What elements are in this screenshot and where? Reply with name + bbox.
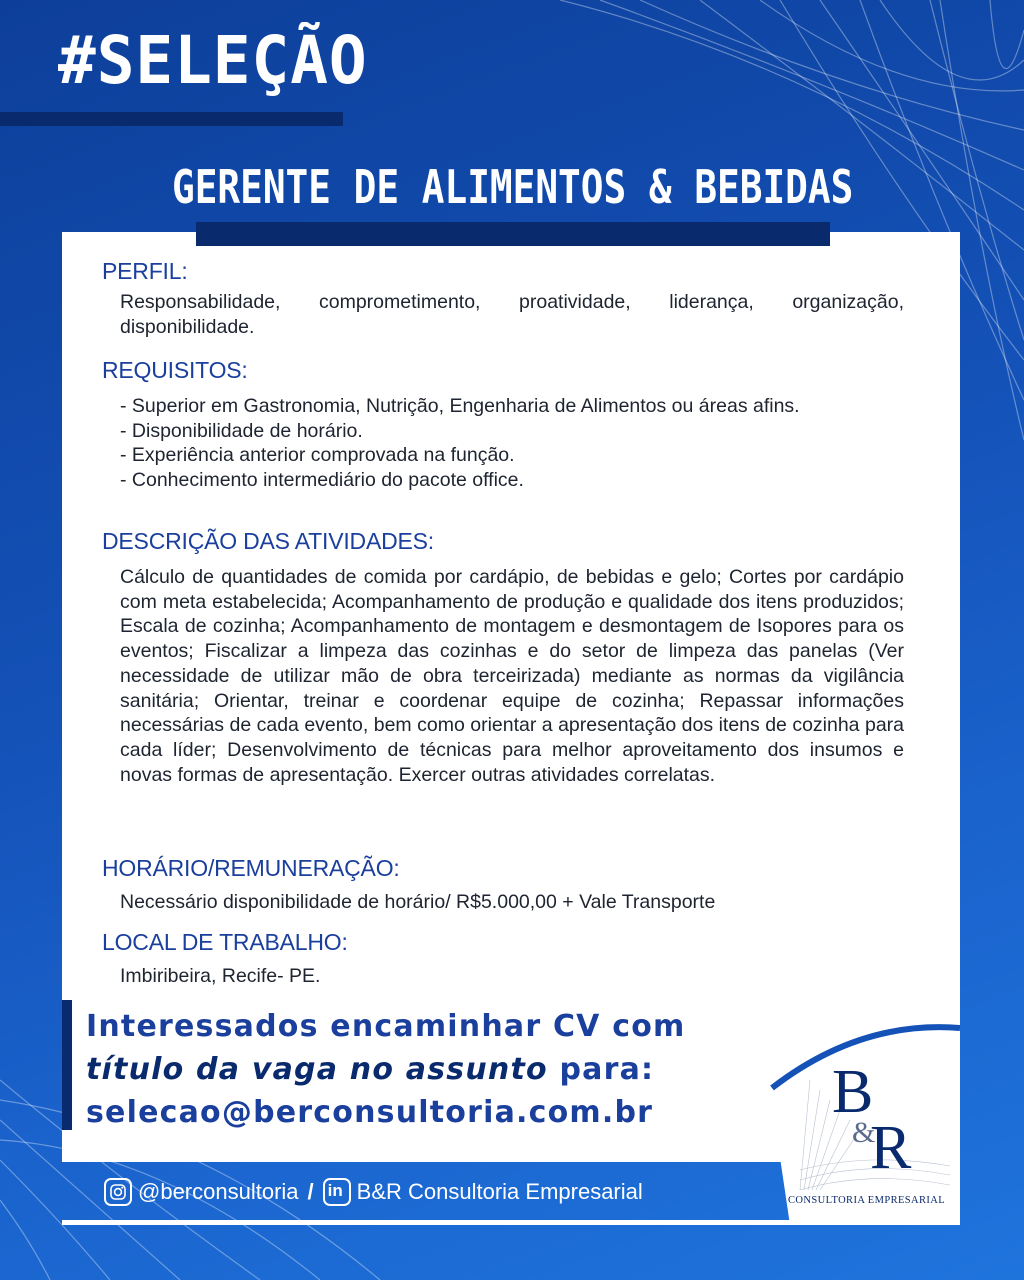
company-logo xyxy=(770,1020,960,1225)
hashtag-title: #SELEÇÃO xyxy=(58,22,368,99)
perfil-text: Responsabilidade, comprometimento, proatividade, liderança, organização, disponibilidade. xyxy=(120,291,904,338)
cta-emphasis: título da vaga no assunto xyxy=(86,1052,548,1087)
social-links xyxy=(104,1178,643,1206)
call-to-action xyxy=(86,1005,686,1134)
logo-ampersand: & xyxy=(852,1116,876,1149)
cta-line-1: Interessados encaminhar CV com xyxy=(86,1009,686,1044)
cta-line-2-rest: para: xyxy=(547,1052,655,1087)
contact-email-link[interactable]: selecao@berconsultoria.com.br xyxy=(86,1095,654,1130)
hashtag-underline-bar xyxy=(0,112,343,126)
logo-letter-b: B xyxy=(832,1058,874,1126)
section-heading-horario: HORÁRIO/REMUNERAÇÃO: xyxy=(102,855,400,881)
list-item: - Superior em Gastronomia, Nutrição, Engenharia de Alimentos ou áreas afins. xyxy=(120,395,800,417)
descricao-text: Cálculo de quantidades de comida por cardápio, de bebidas e gelo; Cortes por cardápio com meta estabelecida; Acompanhamento de produção e qualidade dos itens produzidos; Escala de cozinha; Acompanhamento de montagem e desmontagem de Isopores para os eventos; Fiscalizar a limpeza das cozinhas e do setor de limpeza das panelas (Ver necessidade de utilizar mão de obra terceirizada) mediante as normas da vigilância sanitária; Orientar, treinar e coordenar equipe de cozinha; Repassar informações necessárias de cada evento, bem como orientar a apresentação dos itens de cozinha para cada líder; Desenvolvimento de técnicas para melhor aproveitamento dos insumos e novas formas de apresentação. Exercer outras atividades correlatas. xyxy=(120,566,904,786)
cta-line-2 xyxy=(86,1048,686,1091)
linkedin-name[interactable]: B&R Consultoria Empresarial xyxy=(356,1179,643,1204)
list-item: - Disponibilidade de horário. xyxy=(120,419,363,442)
local-text: Imbiribeira, Recife- PE. xyxy=(120,965,321,987)
bottom-divider xyxy=(62,1220,960,1225)
instagram-icon[interactable] xyxy=(104,1178,132,1206)
section-heading-perfil: PERFIL: xyxy=(102,258,188,284)
linkedin-icon-label: in xyxy=(327,1181,343,1200)
cta-accent-bar xyxy=(62,1000,72,1130)
job-title-underline-bar xyxy=(196,222,830,246)
list-item: - Experiência anterior comprovada na função. xyxy=(120,444,515,467)
linkedin-icon[interactable] xyxy=(323,1178,351,1206)
horario-text: Necessário disponibilidade de horário/ R$5.000,00 + Vale Transporte xyxy=(120,891,716,913)
section-heading-local: LOCAL DE TRABALHO: xyxy=(102,929,348,955)
social-separator: / xyxy=(307,1179,314,1204)
section-heading-descricao: DESCRIÇÃO DAS ATIVIDADES: xyxy=(102,528,434,554)
requisitos-list xyxy=(120,394,904,492)
section-heading-requisitos: REQUISITOS: xyxy=(102,357,248,383)
logo-letter-r: R xyxy=(870,1114,912,1182)
job-title: GERENTE DE ALIMENTOS & BEBIDAS xyxy=(172,160,854,214)
list-item: - Conhecimento intermediário do pacote office. xyxy=(120,468,524,491)
instagram-handle[interactable]: @berconsultoria xyxy=(138,1179,299,1204)
logo-tagline: CONSULTORIA EMPRESARIAL xyxy=(788,1195,946,1206)
